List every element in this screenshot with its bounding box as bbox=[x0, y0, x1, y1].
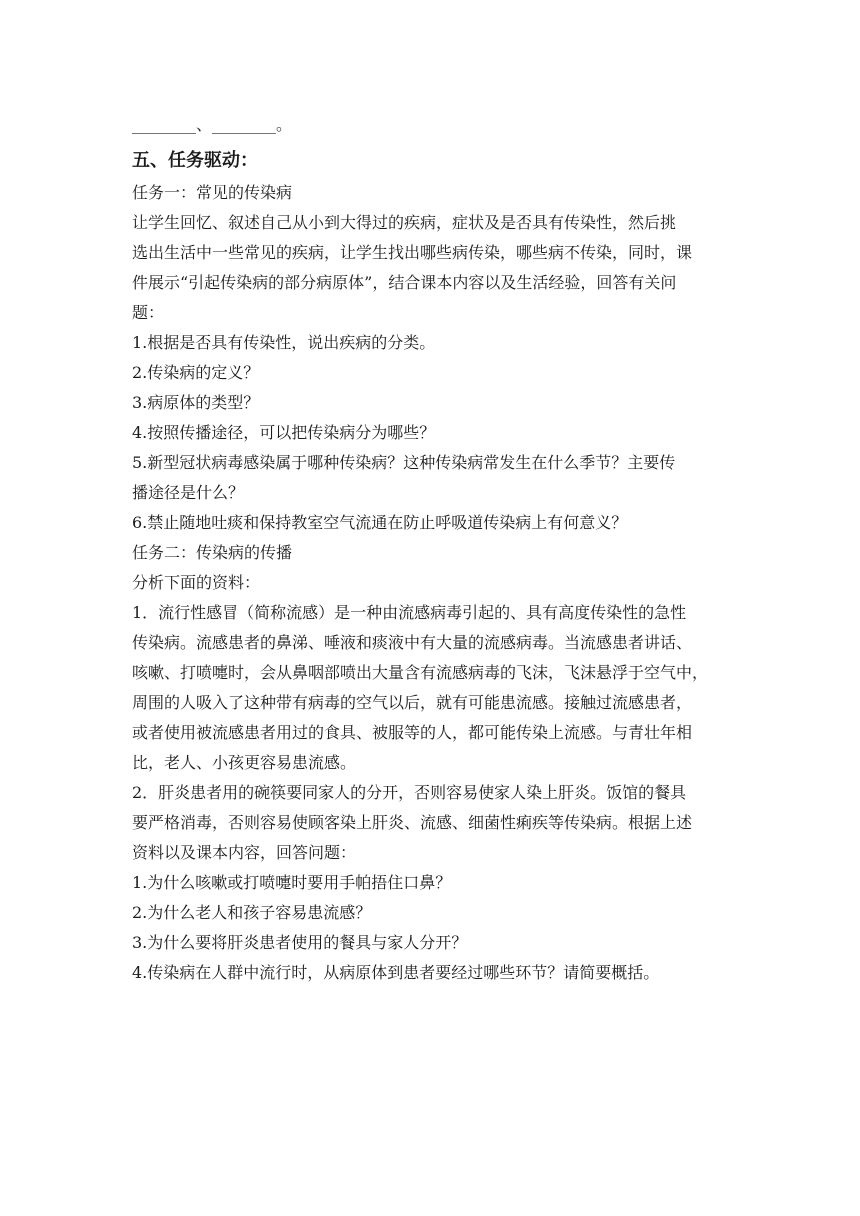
task2-analyze-label: 分析下面的资料： bbox=[132, 573, 261, 592]
question-line: 1.为什么咳嗽或打喷嚏时要用手帕捂住口鼻？ bbox=[132, 873, 452, 892]
question-line: 3.为什么要将肝炎患者使用的餐具与家人分开？ bbox=[132, 933, 468, 952]
material-line: 周围的人吸入了这种带有病毒的空气以后，就有可能患流感。接触过流感患者， bbox=[132, 693, 693, 712]
task1-question-5 bbox=[132, 448, 732, 508]
question-line: 2.传染病的定义？ bbox=[132, 363, 260, 382]
task2-question-2 bbox=[132, 898, 732, 928]
task2-material-2 bbox=[132, 778, 732, 868]
task1-intro-line: 题： bbox=[132, 303, 165, 322]
material-line: 资料以及课本内容，回答问题： bbox=[132, 843, 357, 862]
task1-question-2 bbox=[132, 358, 732, 388]
question-line: 4.按照传播途径，可以把传染病分为哪些？ bbox=[132, 423, 436, 442]
section-heading: 五、任务驱动： bbox=[132, 150, 258, 171]
task1-question-3 bbox=[132, 388, 732, 418]
task2-title: 任务二：传染病的传播 bbox=[132, 543, 293, 562]
material-line: 或者使用被流感患者用过的食具、被服等的人，都可能传染上流感。与青壮年相 bbox=[132, 723, 693, 742]
task1-question-1 bbox=[132, 328, 732, 358]
question-line: 播途径是什么？ bbox=[132, 483, 245, 502]
task2-question-1 bbox=[132, 868, 732, 898]
material-line: 2．肝炎患者用的碗筷要同家人的分开，否则容易使家人染上肝炎。饭馆的餐具 bbox=[132, 783, 687, 802]
material-line: 咳嗽、打喷嚏时，会从鼻咽部喷出大量含有流感病毒的飞沫，飞沫悬浮于空气中， bbox=[132, 663, 709, 682]
document-page bbox=[132, 112, 732, 988]
question-line: 6.禁止随地吐痰和保持教室空气流通在防止呼吸道传染病上有何意义？ bbox=[132, 513, 628, 532]
material-line: 要严格消毒，否则容易使顾客染上肝炎、流感、细菌性痢疾等传染病。根据上述 bbox=[132, 813, 693, 832]
task1-intro-line: 选出生活中一些常见的疾病，让学生找出哪些病传染，哪些病不传染，同时，课 bbox=[132, 243, 693, 262]
task2-material-1 bbox=[132, 598, 732, 778]
question-line: 2.为什么老人和孩子容易患流感？ bbox=[132, 903, 372, 922]
material-line: 传染病。流感患者的鼻涕、唾液和痰液中有大量的流感病毒。当流感患者讲话、 bbox=[132, 633, 693, 652]
task2-question-3 bbox=[132, 928, 732, 958]
material-line: 比，老人、小孩更容易患流感。 bbox=[132, 753, 357, 772]
question-line: 5.新型冠状病毒感染属于哪种传染病？这种传染病常发生在什么季节？主要传 bbox=[132, 453, 676, 472]
task1-intro bbox=[132, 208, 732, 328]
question-line: 3.病原体的类型？ bbox=[132, 393, 260, 412]
question-line: 1.根据是否具有传染性，说出疾病的分类。 bbox=[132, 333, 436, 352]
question-line: 4.传染病在人群中流行时，从病原体到患者要经过哪些环节？请简要概括。 bbox=[132, 963, 660, 982]
task1-question-6 bbox=[132, 508, 732, 538]
task1-intro-line: 让学生回忆、叙述自己从小到大得过的疾病，症状及是否具有传染性，然后挑 bbox=[132, 213, 677, 232]
task2-question-4 bbox=[132, 958, 732, 988]
fill-in-blanks: ________、________。 bbox=[132, 115, 293, 134]
task1-title: 任务一：常见的传染病 bbox=[132, 183, 293, 202]
material-line: 1．流行性感冒（简称流感）是一种由流感病毒引起的、具有高度传染性的急性 bbox=[132, 603, 687, 622]
task1-intro-line: 件展示“引起传染病的部分病原体”，结合课本内容以及生活经验，回答有关问 bbox=[132, 273, 677, 292]
task1-question-4 bbox=[132, 418, 732, 448]
